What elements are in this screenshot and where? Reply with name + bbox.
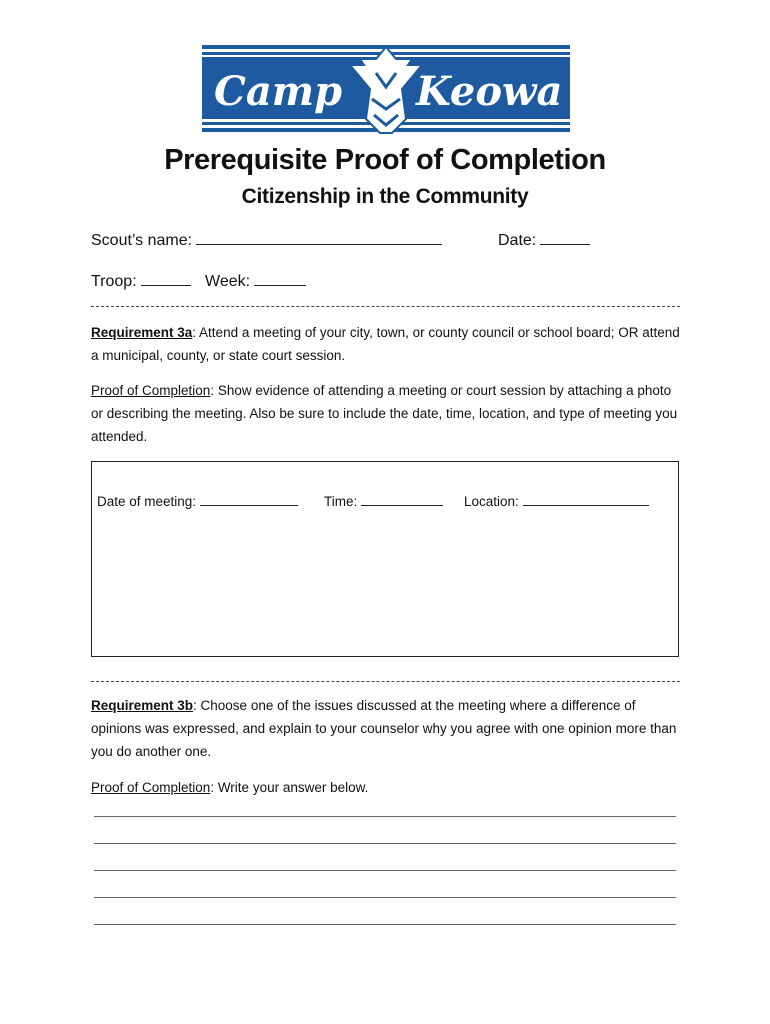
date-label: Date:	[498, 232, 537, 249]
answer-line[interactable]	[94, 897, 676, 898]
section-divider	[91, 681, 680, 682]
logo-left-word: Camp	[214, 68, 343, 115]
meeting-time-blank[interactable]	[361, 491, 443, 506]
page-title: Prerequisite Proof of Completion	[164, 144, 606, 176]
proof-3b-label: Proof of Completion	[91, 780, 211, 795]
meeting-date-label: Date of meeting:	[97, 494, 197, 509]
meeting-location-field[interactable]	[464, 491, 649, 509]
scout-name-field[interactable]	[91, 230, 442, 250]
requirement-3b	[91, 694, 681, 763]
proof-3b-text: : Write your answer below.	[210, 780, 369, 795]
answer-line[interactable]	[94, 816, 676, 817]
camp-keowa-logo	[200, 43, 572, 137]
requirement-3a-text: : Attend a meeting of your city, town, or county council or school board; OR attend a municipal, county, or state court session.	[91, 325, 680, 363]
proof-3a-text: : Show evidence of attending a meeting or court session by attaching a photo or describing the meeting. Also be sure to include the date, time, location, and type of meeting you attended.	[91, 383, 678, 444]
troop-field[interactable]	[91, 271, 191, 291]
troop-blank[interactable]	[141, 271, 191, 286]
week-field[interactable]	[205, 271, 306, 291]
requirement-3a-label: Requirement 3a	[91, 325, 193, 340]
date-blank[interactable]	[540, 230, 590, 245]
meeting-date-blank[interactable]	[200, 491, 298, 506]
logo-right-word: Keowa	[416, 68, 563, 115]
requirement-3b-proof	[91, 776, 681, 799]
proof-3a-label: Proof of Completion	[91, 383, 211, 398]
requirement-3a-proof	[91, 379, 681, 448]
requirement-3b-text: : Choose one of the issues discussed at the meeting where a difference of opinions was expressed, and explain to your counselor why you agree with one opinion more than you do another one.	[91, 698, 677, 759]
meeting-location-blank[interactable]	[523, 491, 649, 506]
troop-label: Troop:	[91, 273, 137, 290]
section-divider	[91, 306, 680, 307]
requirement-3a	[91, 321, 681, 367]
week-label: Week:	[205, 273, 251, 290]
logo-graphic	[200, 43, 572, 137]
meeting-location-label: Location:	[464, 494, 519, 509]
date-field[interactable]	[498, 230, 590, 250]
answer-line[interactable]	[94, 843, 676, 844]
week-blank[interactable]	[254, 271, 306, 286]
page-subtitle: Citizenship in the Community	[241, 185, 529, 208]
meeting-time-label: Time:	[324, 494, 358, 509]
meeting-time-field[interactable]	[324, 491, 443, 509]
meeting-date-field[interactable]	[97, 491, 298, 509]
scout-name-label: Scout’s name:	[91, 232, 193, 249]
answer-line[interactable]	[94, 870, 676, 871]
answer-line[interactable]	[94, 924, 676, 925]
scout-name-blank[interactable]	[196, 230, 442, 245]
requirement-3b-label: Requirement 3b	[91, 698, 194, 713]
